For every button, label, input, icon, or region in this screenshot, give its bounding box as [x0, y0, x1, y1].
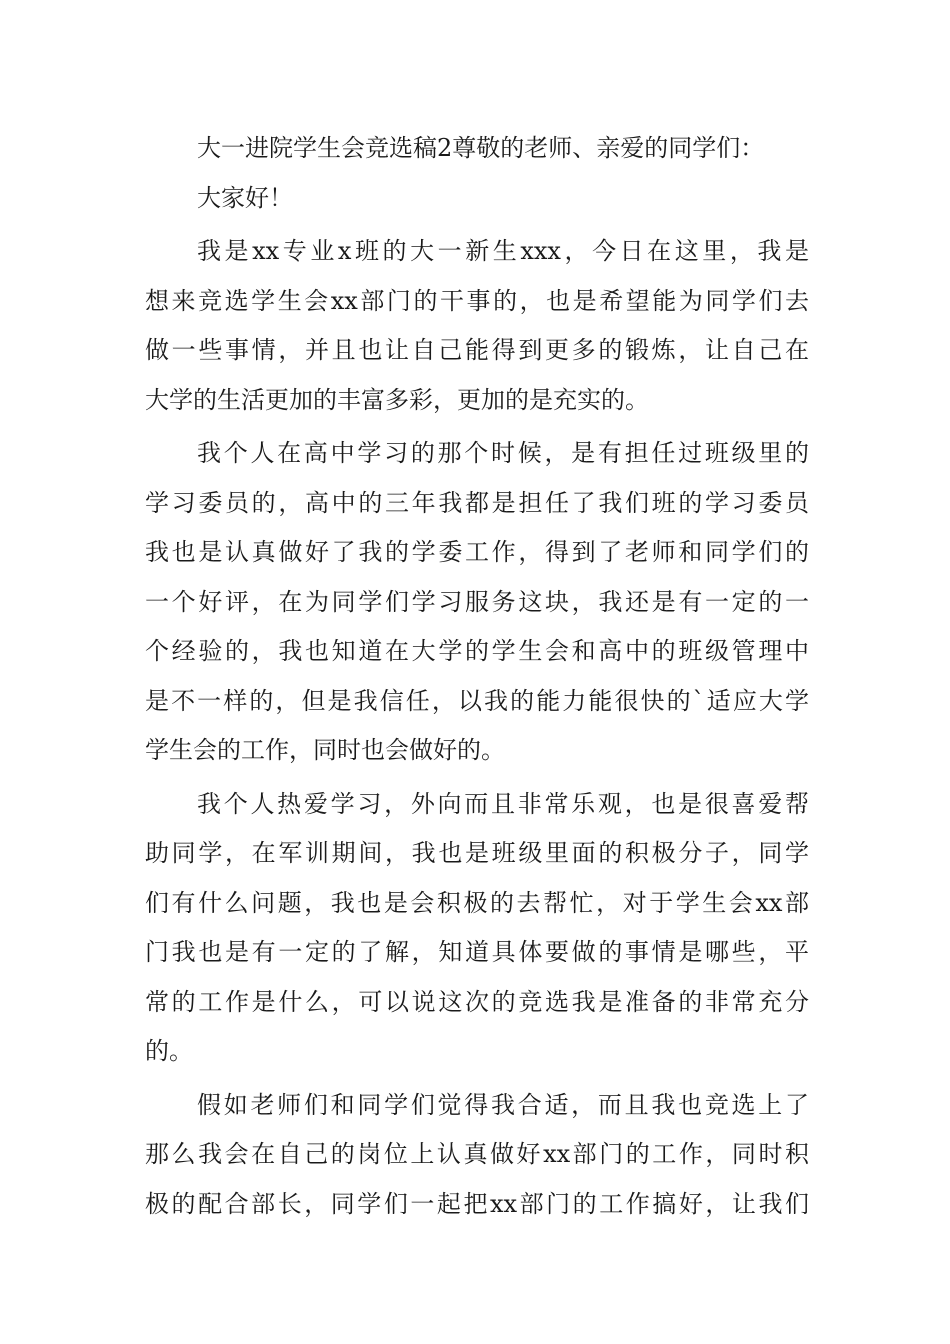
- text-line: 是不一样的，但是我信任，以我的能力能很快的`适应大学: [145, 686, 809, 715]
- text-line: 个经验的，我也知道在大学的学生会和高中的班级管理中: [145, 637, 809, 665]
- text-line: 大家好！: [197, 183, 293, 212]
- text-line: 大学的生活更加的丰富多彩，更加的是充实的。: [145, 385, 649, 414]
- text-line: 一个好评，在为同学们学习服务这块，我还是有一定的一: [145, 587, 809, 616]
- text-line: 做一些事情，并且也让自己能得到更多的锻炼，让自己在: [145, 336, 809, 364]
- text-line: 常的工作是什么，可以说这次的竞选我是准备的非常充分: [145, 987, 809, 1016]
- text-line: 想来竞选学生会xx部门的干事的，也是希望能为同学们去: [145, 286, 809, 315]
- text-line: 假如老师们和同学们觉得我合适，而且我也竞选上了: [197, 1090, 809, 1119]
- text-line: 学习委员的，高中的三年我都是担任了我们班的学习委员: [145, 488, 809, 517]
- paragraph-title: [145, 124, 809, 174]
- text-line: 学生会的工作，同时也会做好的。: [145, 736, 505, 764]
- paragraph-greeting: [145, 174, 809, 224]
- document-body: [145, 124, 809, 1229]
- paragraph-commitment: [145, 1081, 809, 1230]
- text-line: 我个人热爱学习，外向而且非常乐观，也是很喜爱帮: [197, 789, 809, 818]
- text-line: 们有什么问题，我也是会积极的去帮忙，对于学生会xx部: [145, 888, 809, 917]
- text-line: 我也是认真做好了我的学委工作，得到了老师和同学们的: [145, 538, 809, 566]
- text-line: 助同学，在军训期间，我也是班级里面的积极分子，同学: [145, 839, 809, 867]
- text-line: 门我也是有一定的了解，知道具体要做的事情是哪些，平: [145, 938, 809, 966]
- text-line: 我个人在高中学习的那个时候，是有担任过班级里的: [197, 439, 809, 467]
- paragraph-experience: [145, 429, 809, 776]
- text-line: 那么我会在自己的岗位上认真做好xx部门的工作，同时积: [145, 1140, 809, 1168]
- paragraph-introduction: [145, 227, 809, 425]
- text-line: 的。: [145, 1037, 193, 1065]
- paragraph-personality: [145, 780, 809, 1077]
- text-line: 大一进院学生会竞选稿2尊敬的老师、亲爱的同学们：: [197, 134, 765, 162]
- text-line: 极的配合部长，同学们一起把xx部门的工作搞好，让我们: [145, 1189, 809, 1218]
- text-line: 我是xx专业x班的大一新生xxx，今日在这里，我是: [197, 237, 809, 265]
